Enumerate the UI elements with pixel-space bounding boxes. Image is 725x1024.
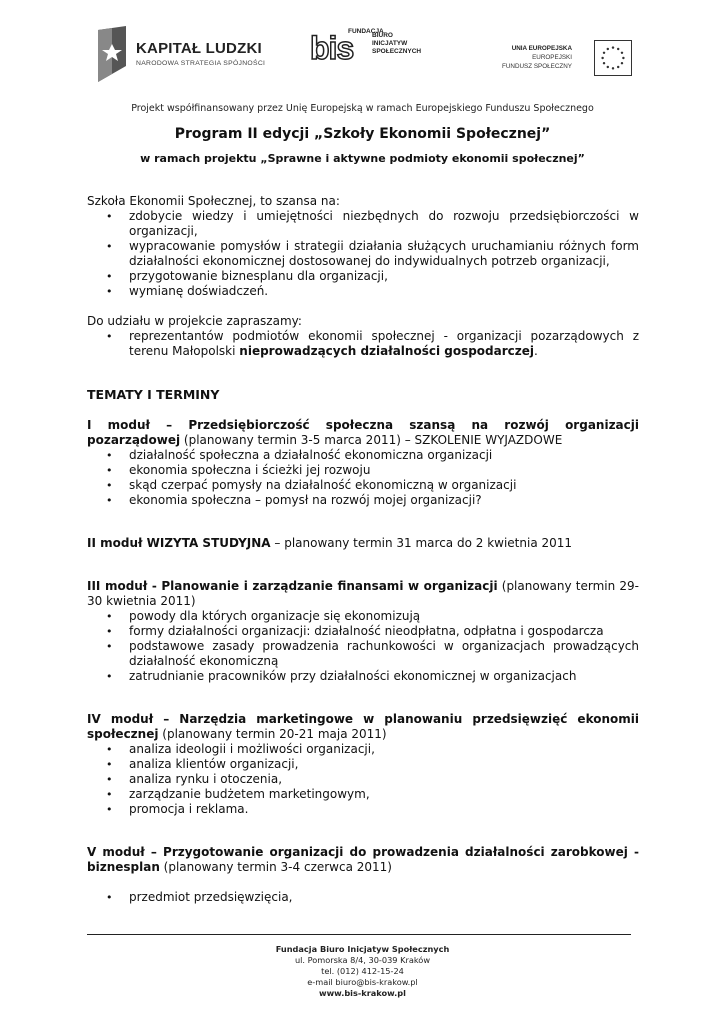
footer-phone: tel. (012) 412-15-24 [321, 966, 404, 976]
module-1-title: I moduł – Przedsiębiorczość społeczna szansą na rozwój organizacji pozarządowej [87, 418, 639, 447]
module-5-heading [87, 845, 639, 875]
bis-logo-mark: bis [310, 30, 354, 66]
footer-address: ul. Pomorska 8/4, 30-039 Kraków [294, 955, 431, 965]
page-title: Program II edycji „Szkoły Ekonomii Społecznej” [174, 126, 551, 142]
list-item: • analiza klientów organizacji, [129, 757, 639, 772]
page-subtitle: w ramach projektu „Sprawne i aktywne podmioty ekonomii społecznej” [140, 152, 585, 165]
page-footer [0, 944, 725, 999]
module-4-title: IV moduł – Narzędzia marketingowe w planowaniu przedsięwzięć ekonomii społecznej [87, 712, 639, 741]
bis-logo-fundacja: FUNDACJA [348, 28, 384, 35]
eu-flag-icon [594, 40, 632, 76]
cofinancing-tagline: Projekt współfinansowany przez Unię Europejską w ramach Europejskiego Funduszu Społecznego [131, 103, 594, 114]
module-4-heading [87, 712, 639, 742]
bis-logo-line: SPOŁECZNYCH [372, 48, 422, 55]
list-item: • przedmiot przedsięwzięcia, [129, 890, 639, 905]
module-5-date: (planowany termin 3-4 czerwca 2011) [159, 860, 392, 874]
eu-logo [500, 40, 632, 80]
invite-lead: Do udziału w projekcie zapraszamy: [87, 314, 302, 328]
topics-heading: TEMATY I TERMINY [87, 387, 220, 402]
module-5-title: V moduł – Przygotowanie organizacji do prowadzenia działalności zarobkowej - biznesplan [87, 845, 639, 874]
footer-website[interactable]: www.bis-krakow.pl [319, 988, 406, 998]
bis-logo-line: INICJATYW [372, 40, 408, 47]
invite-list [87, 329, 639, 359]
list-item: • działalność społeczna a działalność ekonomiczna organizacji [129, 448, 639, 463]
module-3-list [87, 609, 639, 684]
module-2-title: II moduł WIZYTA STUDYJNA [87, 536, 271, 550]
module-4-list [87, 742, 639, 817]
module-2-heading [87, 536, 639, 551]
module-3-title: III moduł - Planowanie i zarządzanie finansami w organizacji [87, 579, 498, 593]
module-1-date: (planowany termin 3-5 marca 2011) – SZKOLENIE WYJAZDOWE [180, 433, 563, 447]
list-item: • formy działalności organizacji: działalność nieodpłatna, odpłatna i gospodarcza [129, 624, 639, 639]
module-2-date: – planowany termin 31 marca do 2 kwietnia 2011 [270, 536, 573, 550]
module-5-list [87, 890, 639, 905]
eu-fund-line: EUROPEJSKI [532, 54, 572, 61]
list-item: • przygotowanie biznesplanu dla organizacji, [129, 269, 639, 284]
footer-email[interactable]: e-mail biuro@bis-krakow.pl [307, 977, 418, 987]
eu-title: UNIA EUROPEJSKA [511, 45, 572, 52]
list-item: • powody dla których organizacje się ekonomizują [129, 609, 639, 624]
kapital-ludzki-logo [96, 26, 266, 82]
bis-foundation-logo [310, 28, 450, 72]
eu-logo-text [502, 44, 572, 71]
kapital-ludzki-star-icon [96, 26, 128, 82]
list-item: • ekonomia społeczna i ścieżki jej rozwoju [129, 463, 639, 478]
list-item: • zatrudnianie pracowników przy działalności ekonomicznej w organizacjach [129, 669, 639, 684]
list-item: • ekonomia społeczna – pomysł na rozwój mojej organizacji? [129, 493, 639, 508]
list-item [129, 329, 639, 359]
bis-logo-text [348, 28, 422, 56]
module-1-list [87, 448, 639, 508]
list-item: • zdobycie wiedzy i umiejętności niezbędnych do rozwoju przedsiębiorczości w organizacji, [129, 209, 639, 239]
eu-fund-line: FUNDUSZ SPOŁECZNY [502, 63, 572, 70]
page-header [0, 0, 725, 100]
list-item: • analiza ideologii i możliwości organizacji, [129, 742, 639, 757]
kapital-ludzki-title: KAPITAŁ LUDZKI [136, 40, 262, 57]
list-item: • promocja i reklama. [129, 802, 639, 817]
footer-divider [87, 934, 631, 935]
bis-logo-line: BIURO [372, 32, 393, 39]
module-1-heading [87, 418, 639, 448]
document-body [87, 194, 639, 905]
list-item: • wypracowanie pomysłów i strategii działania służących uruchamianiu różnych form działalności ekonomicznej dostosowanej do indywidualnych potrzeb organizacji, [129, 239, 639, 269]
invite-bold: nieprowadzących działalności gospodarczej [239, 344, 535, 358]
invite-end: . [534, 344, 538, 358]
list-item: • zarządzanie budżetem marketingowym, [129, 787, 639, 802]
invite-text: reprezentantów podmiotów ekonomii społecznej - organizacji pozarządowych z terenu Małopolski [129, 329, 639, 358]
footer-org: Fundacja Biuro Inicjatyw Społecznych [275, 944, 450, 954]
list-item: • podstawowe zasady prowadzenia rachunkowości w organizacjach prowadzących działalność ekonomiczną [129, 639, 639, 669]
kapital-ludzki-subtitle: NARODOWA STRATEGIA SPÓJNOŚCI [136, 60, 266, 67]
intro-lead: Szkoła Ekonomii Społecznej, to szansa na: [87, 194, 340, 208]
list-item: • analiza rynku i otoczenia, [129, 772, 639, 787]
list-item: • wymianę doświadczeń. [129, 284, 639, 299]
module-3-date: (planowany termin 29-30 kwietnia 2011) [87, 579, 639, 608]
module-3-heading [87, 579, 639, 609]
module-4-date: (planowany termin 20-21 maja 2011) [158, 727, 387, 741]
list-item: • skąd czerpać pomysły na działalność ekonomiczną w organizacji [129, 478, 639, 493]
intro-list [87, 209, 639, 299]
